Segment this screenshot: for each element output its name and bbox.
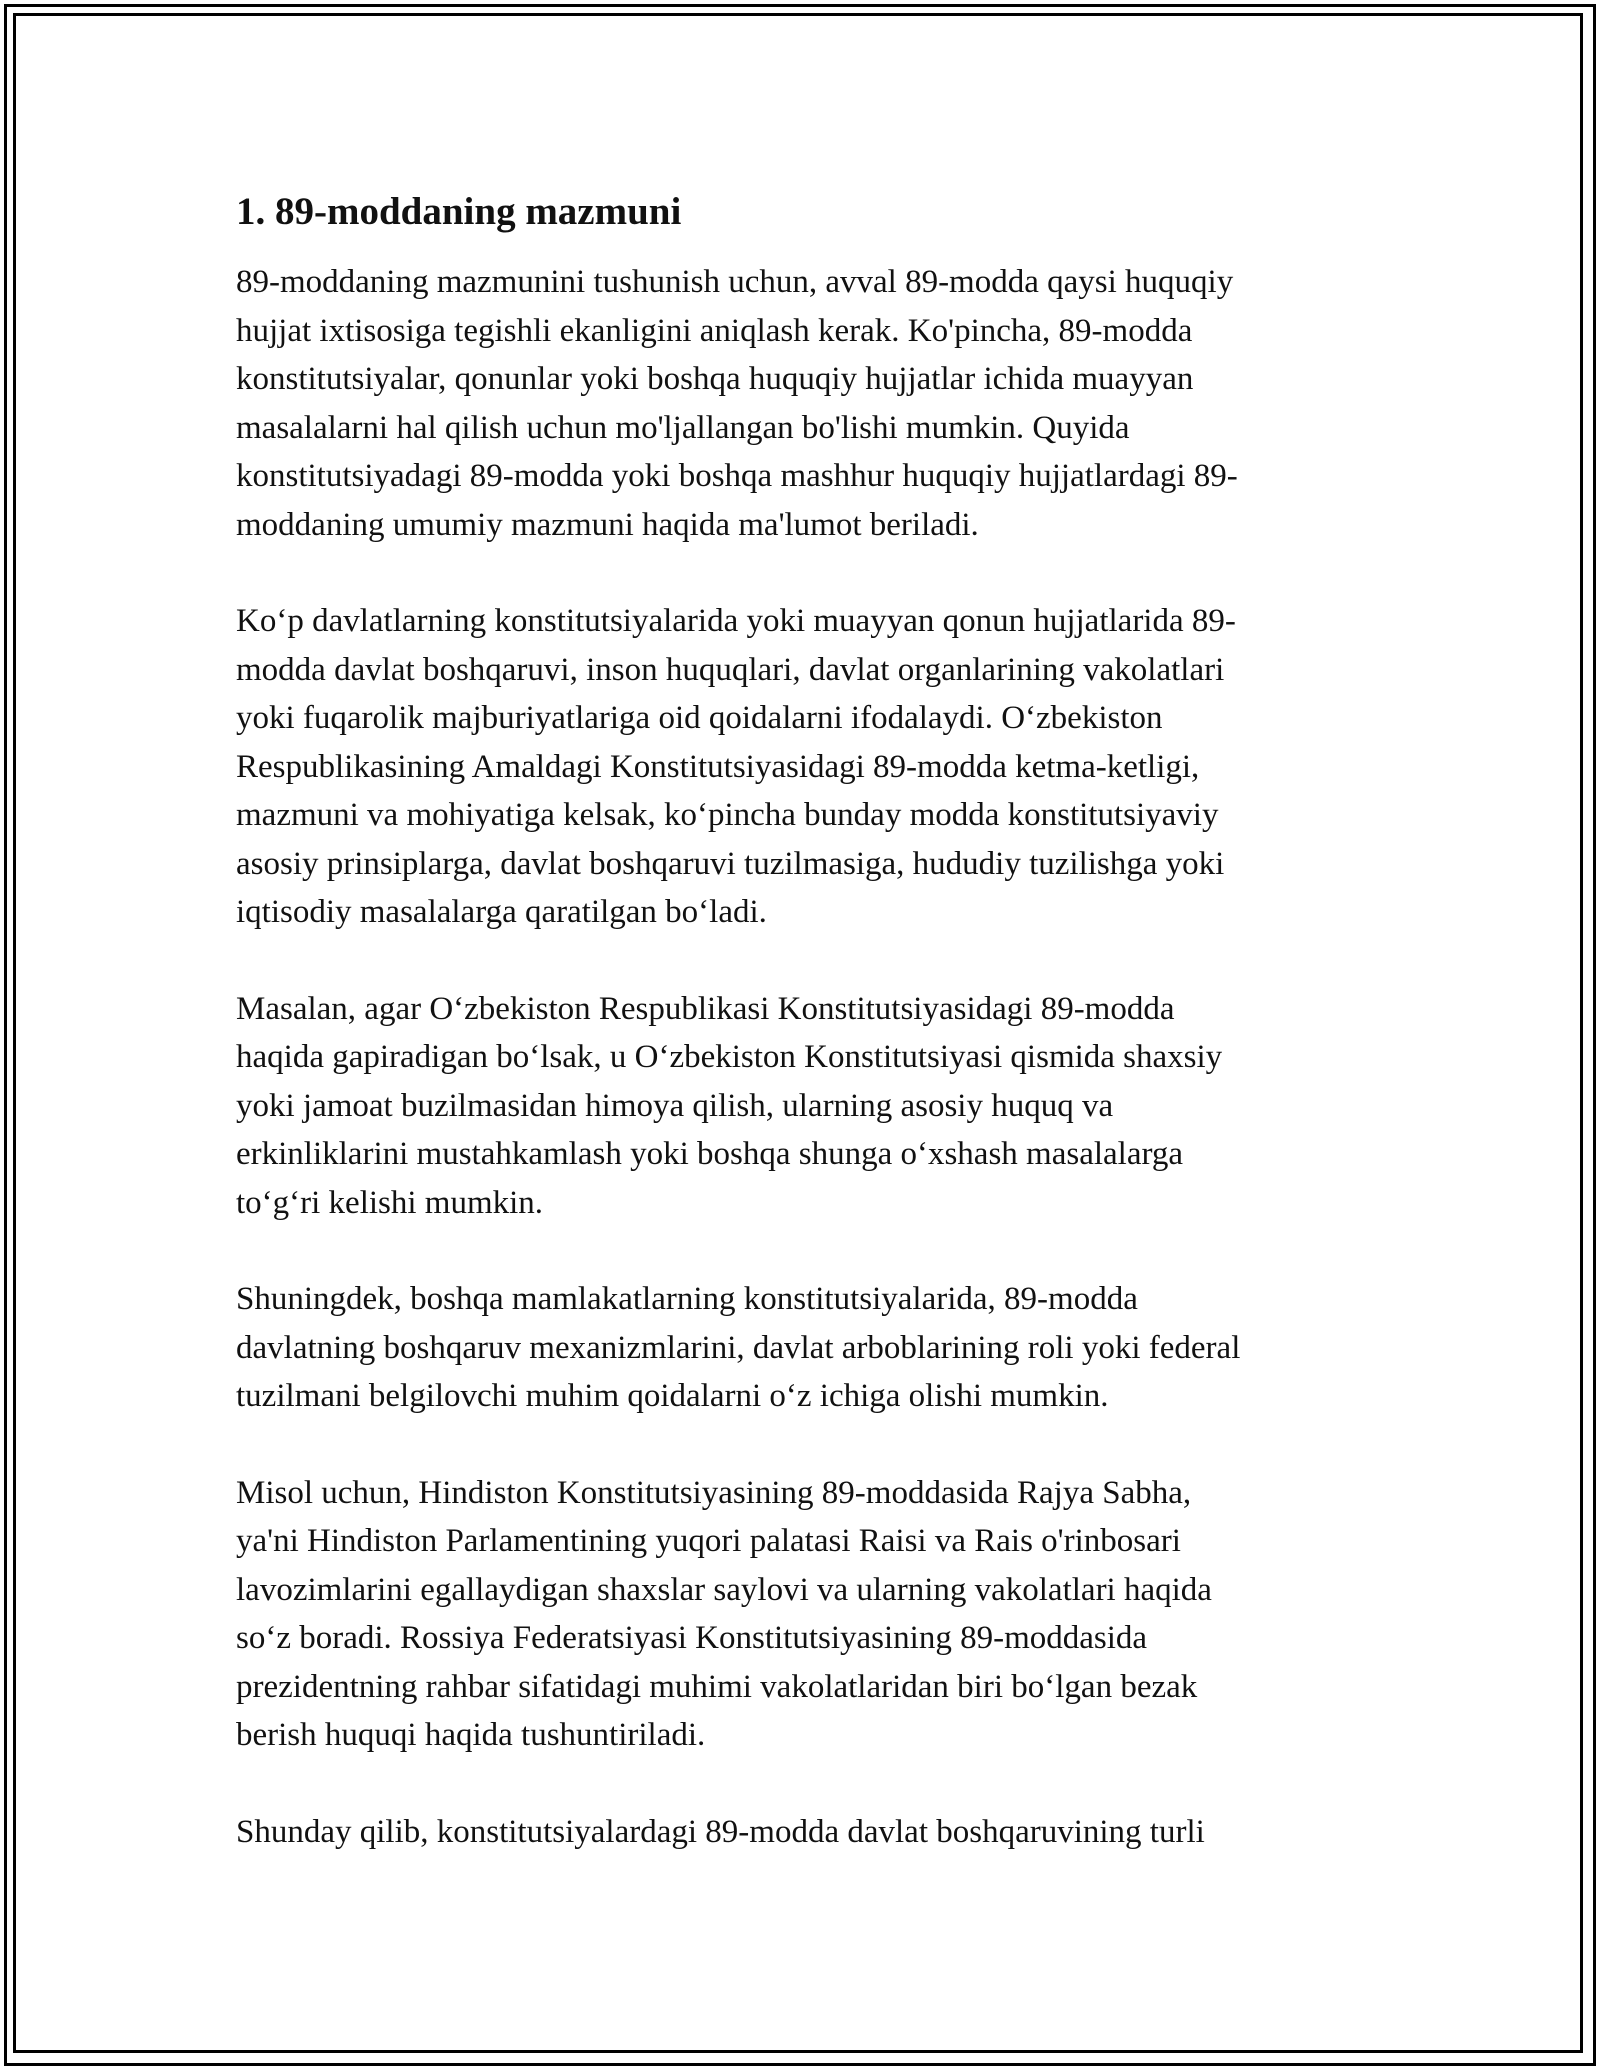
text-line: masalalarni hal qilish uchun mo'ljallangan bo'lishi mumkin. Quyida <box>236 409 1130 446</box>
text-line: berish huquqi haqida tushuntiriladi. <box>236 1717 706 1753</box>
section-heading: 1. 89-moddaning mazmuni <box>236 190 682 233</box>
text-line: ya'ni Hindiston Parlamentining yuqori palatasi Raisi va Rais o'rinbosari <box>236 1523 1181 1559</box>
text-line: hujjat ixtisosiga tegishli ekanligini aniqlash kerak. Ko'pincha, 89-modda <box>236 312 1193 349</box>
paragraph-6 <box>236 1808 1356 1857</box>
paragraph-2 <box>236 597 1356 937</box>
text-line: yoki fuqarolik majburiyatlariga oid qoidalarni ifodalaydi. O‘zbekiston <box>236 700 1163 736</box>
text-line: Masalan, agar O‘zbekiston Respublikasi Konstitutsiyasidagi 89-modda <box>236 990 1175 1027</box>
text-line: to‘g‘ri kelishi mumkin. <box>236 1184 544 1221</box>
text-line: Shunday qilib, konstitutsiyalardagi 89-modda davlat boshqaruvining turli <box>236 1813 1205 1850</box>
paragraph-5 <box>236 1469 1356 1760</box>
document-body <box>236 184 1356 1904</box>
text-line: moddaning umumiy mazmuni haqida ma'lumot beriladi. <box>236 506 979 543</box>
text-line: erkinliklarini mustahkamlash yoki boshqa shunga o‘xshash masalalarga <box>236 1136 1184 1172</box>
text-line: konstitutsiyadagi 89-modda yoki boshqa mashhur huquqiy hujjatlardagi 89- <box>236 458 1238 494</box>
text-line: davlatning boshqaruv mexanizmlarini, davlat arboblarining roli yoki federal <box>236 1329 1241 1366</box>
text-line: Respublikasining Amaldagi Konstitutsiyasidagi 89-modda ketma-ketligi, <box>236 748 1200 785</box>
text-line: prezidentning rahbar sifatidagi muhimi vakolatlaridan biri bo‘lgan bezak <box>236 1668 1198 1705</box>
text-line: haqida gapiradigan bo‘lsak, u O‘zbekiston Konstitutsiyasi qismida shaxsiy <box>236 1039 1223 1075</box>
text-line: iqtisodiy masalalarga qaratilgan bo‘ladi. <box>236 894 767 930</box>
text-line: Misol uchun, Hindiston Konstitutsiyasining 89-moddasida Rajya Sabha, <box>236 1474 1192 1511</box>
text-line: Ko‘p davlatlarning konstitutsiyalarida yoki muayyan qonun hujjatlarida 89- <box>236 603 1236 639</box>
paragraph-1 <box>236 258 1356 549</box>
text-line: asosiy prinsiplarga, davlat boshqaruvi tuzilmasiga, hududiy tuzilishga yoki <box>236 845 1225 882</box>
text-line: modda davlat boshqaruvi, inson huquqlari, davlat organlarining vakolatlari <box>236 651 1225 688</box>
text-line: yoki jamoat buzilmasidan himoya qilish, ularning asosiy huquq va <box>236 1087 1114 1124</box>
text-line: so‘z boradi. Rossiya Federatsiyasi Konstitutsiyasining 89-moddasida <box>236 1620 1148 1656</box>
paragraph-3 <box>236 985 1356 1228</box>
text-line: 89-moddaning mazmunini tushunish uchun, avval 89-modda qaysi huquqiy <box>236 264 1234 300</box>
text-line: konstitutsiyalar, qonunlar yoki boshqa huquqiy hujjatlar ichida muayyan <box>236 361 1194 397</box>
text-line: Shuningdek, boshqa mamlakatlarning konstitutsiyalarida, 89-modda <box>236 1281 1138 1317</box>
text-line: mazmuni va mohiyatiga kelsak, ko‘pincha bunday modda konstitutsiyaviy <box>236 797 1219 833</box>
text-line: lavozimlarini egallaydigan shaxslar saylovi va ularning vakolatlari haqida <box>236 1571 1212 1608</box>
paragraph-4 <box>236 1275 1356 1421</box>
text-line: tuzilmani belgilovchi muhim qoidalarni o‘z ichiga olishi mumkin. <box>236 1378 1109 1414</box>
